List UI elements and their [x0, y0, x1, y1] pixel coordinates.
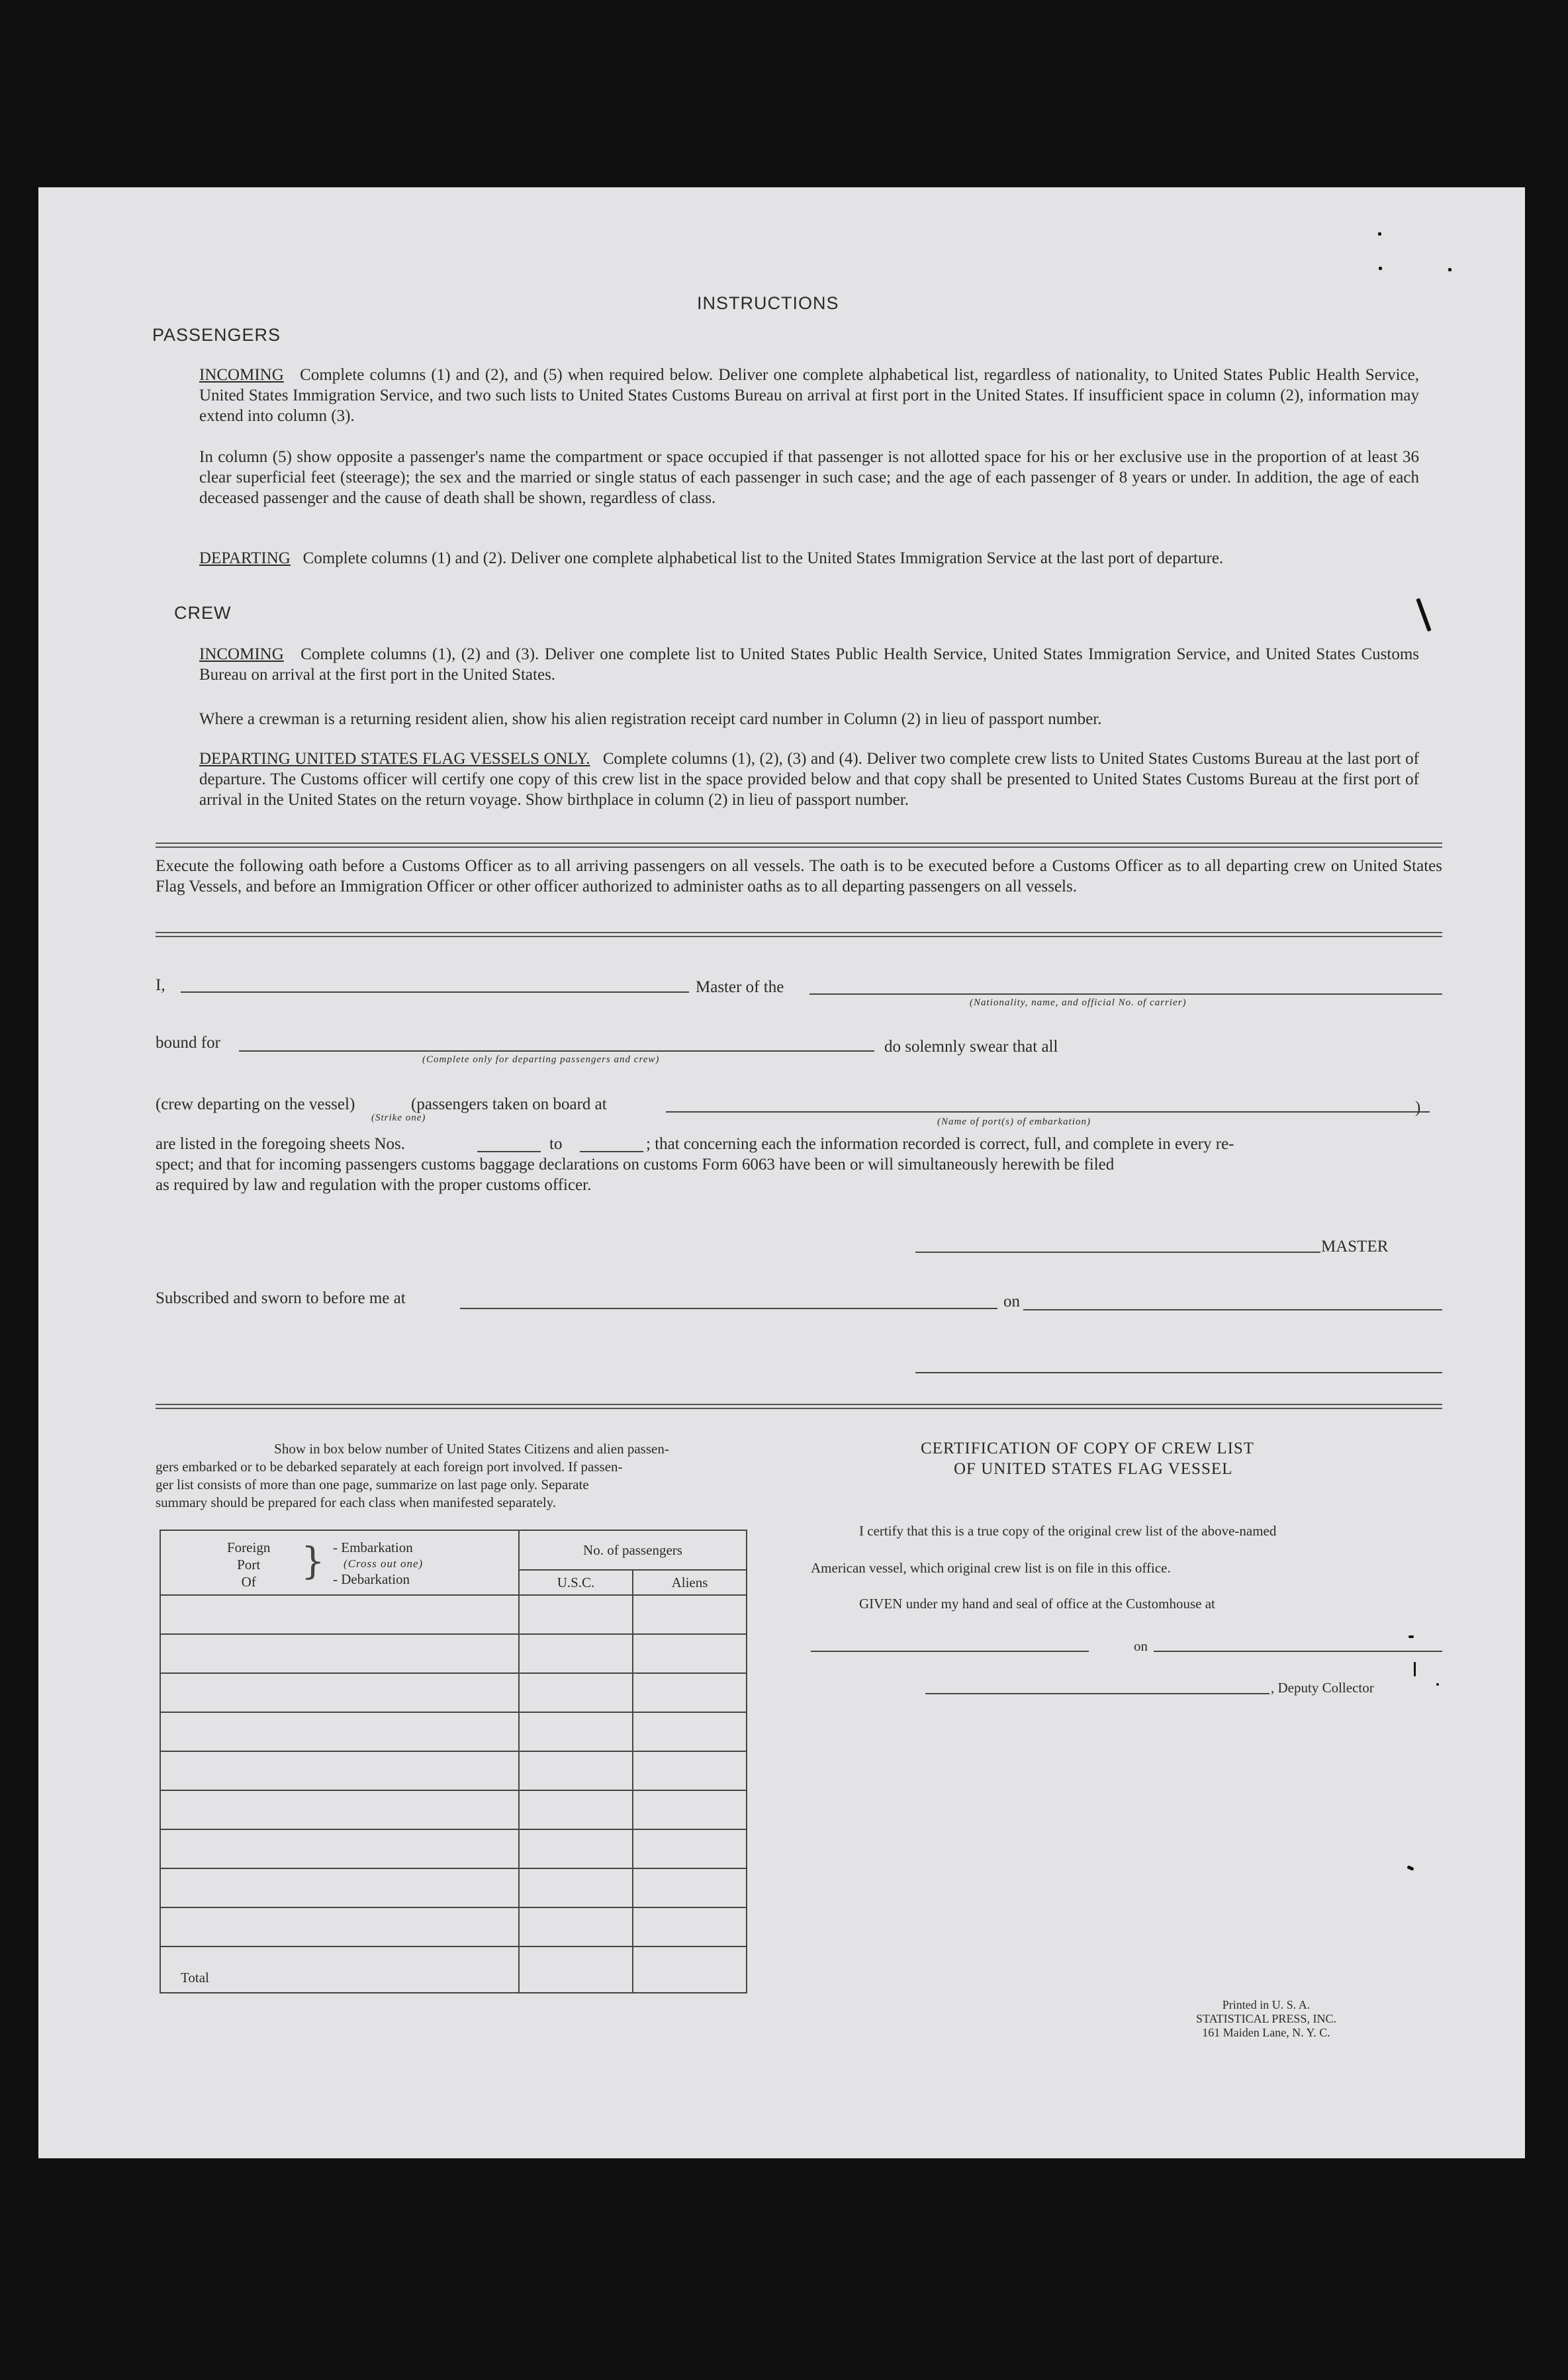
port-cell[interactable]	[160, 1829, 519, 1868]
scan-speck	[1448, 268, 1452, 271]
divider-3	[156, 1404, 1442, 1409]
usc-label: U.S.C.	[557, 1574, 595, 1590]
scan-speck	[1379, 267, 1382, 270]
total-label-cell	[160, 1946, 519, 1993]
summary-intro	[156, 1440, 788, 1512]
table-row	[160, 1673, 747, 1712]
summary-intro-line: ger list consists of more than one page, summarize on last page only. Separate	[156, 1477, 589, 1492]
form-sheet	[38, 187, 1525, 2158]
port-cell[interactable]	[160, 1673, 519, 1712]
sheet-to-field[interactable]	[580, 1151, 643, 1152]
no-of-passengers-label: No. of passengers	[583, 1541, 682, 1558]
printer-imprint	[1193, 1998, 1339, 2040]
passengers-incoming-2: In column (5) show opposite a passenger's name the compartment or space occupied if that passenger is not allotted space for his or her exclusive use in the proportion of at least 36 clear superficial feet (steerage); the sex and the married or single status of each passenger in such case; and the age of each passenger of 8 years or under. In addition, the age of each deceased passenger and the cause of death shall be shown, regardless of class.	[199, 448, 1419, 507]
aliens-cell[interactable]	[633, 1634, 747, 1673]
summary-intro-line: Show in box below number of United States Citizens and alien passen-	[274, 1441, 669, 1457]
table-row	[160, 1595, 747, 1634]
total-label: Total	[181, 1970, 209, 1986]
scan-speck	[1378, 232, 1381, 236]
nationality-caption: (Nationality, name, and official No. of carrier)	[970, 997, 1187, 1008]
debarkation-label: - Debarkation	[333, 1571, 410, 1587]
sheets-suffix: ; that concerning each the information recorded is correct, full, and complete in every re-	[646, 1135, 1234, 1153]
master-label: MASTER	[1321, 1238, 1389, 1256]
crew-incoming-label: INCOMING	[199, 645, 284, 663]
cert-date-field[interactable]	[1154, 1651, 1442, 1652]
usc-cell[interactable]	[519, 1595, 633, 1634]
total-aliens-cell[interactable]	[633, 1946, 747, 1993]
aliens-cell[interactable]	[633, 1595, 747, 1634]
officer-signature-field[interactable]	[915, 1372, 1442, 1373]
foreign-word: Foreign	[227, 1539, 271, 1555]
usc-cell[interactable]	[519, 1634, 633, 1673]
cross-out-caption: (Cross out one)	[344, 1557, 424, 1570]
table-row	[160, 1751, 747, 1790]
crew-departing-text: Complete columns (1), (2), (3) and (4). Deliver two complete crew lists to United States Customs Bureau at the last port of departure. The Customs officer will certify one copy of this crew list in the space provided below and that copy shall be presented to United States Customs Bureau at the first port of arrival in the United States on the return voyage. Show birthplace in column (2) in lieu of passport number.	[199, 750, 1419, 809]
i-label: I,	[156, 976, 165, 994]
passengers-departing	[199, 548, 1419, 569]
no-of-passengers-header	[519, 1530, 747, 1570]
summary-intro-line: summary should be prepared for each class when manifested separately.	[156, 1494, 557, 1510]
certification-title-1: CERTIFICATION OF COPY OF CREW LIST	[921, 1440, 1255, 1457]
crew-alien-text: Where a crewman is a returning resident alien, show his alien registration receipt card number in Column (2) in lieu of passport number.	[199, 710, 1102, 728]
usc-cell[interactable]	[519, 1907, 633, 1946]
strike-caption: (Strike one)	[371, 1113, 426, 1123]
deputy-collector-label: , Deputy Collector	[1271, 1680, 1374, 1696]
scan-speck	[1436, 1683, 1439, 1686]
aliens-header	[633, 1570, 747, 1595]
aliens-label: Aliens	[671, 1574, 708, 1590]
port-cell[interactable]	[160, 1634, 519, 1673]
usc-cell[interactable]	[519, 1673, 633, 1712]
port-cell[interactable]	[160, 1595, 519, 1634]
port-cell[interactable]	[160, 1751, 519, 1790]
close-paren: )	[1415, 1099, 1421, 1117]
passengers-incoming	[199, 365, 1419, 426]
departing-label: DEPARTING	[199, 549, 291, 567]
sworn-date-field[interactable]	[1023, 1309, 1442, 1310]
table-row	[160, 1868, 747, 1907]
aliens-cell[interactable]	[633, 1712, 747, 1751]
port-caption: (Name of port(s) of embarkation)	[937, 1117, 1091, 1127]
certify-line-2: American vessel, which original crew list is on file in this office.	[811, 1560, 1171, 1576]
instructions-title: INSTRUCTIONS	[697, 293, 839, 313]
brace-icon: }	[301, 1540, 325, 1583]
port-cell[interactable]	[160, 1712, 519, 1751]
passenger-summary-table	[160, 1530, 747, 1993]
certify-line-1: I certify that this is a true copy of the original crew list of the above-named	[859, 1523, 1277, 1539]
passengers-option: (passengers taken on board at	[411, 1095, 607, 1113]
table-row	[160, 1829, 747, 1868]
scan-speck	[1414, 1662, 1416, 1676]
foreign-port-of	[227, 1539, 270, 1590]
summary-intro-line: gers embarked or to be debarked separately at each foreign port involved. If passen-	[156, 1459, 623, 1475]
deputy-signature-field[interactable]	[925, 1693, 1269, 1694]
usc-cell[interactable]	[519, 1868, 633, 1907]
printer-line: Printed in U. S. A.	[1222, 1998, 1311, 2011]
crew-heading: CREW	[174, 603, 232, 623]
scan-speck	[1416, 598, 1431, 632]
usc-header	[519, 1570, 633, 1595]
sheets-line2: spect; and that for incoming passengers customs baggage declarations on customs Form 6063 have been or will simultaneously herewith be filed	[156, 1156, 1115, 1173]
port-cell[interactable]	[160, 1868, 519, 1907]
bound-for-caption: (Complete only for departing passengers and crew)	[422, 1054, 660, 1065]
port-cell[interactable]	[160, 1907, 519, 1946]
aliens-cell[interactable]	[633, 1790, 747, 1829]
scan-speck	[1408, 1635, 1414, 1638]
sheet-from-field[interactable]	[477, 1151, 541, 1152]
oath-intro: Execute the following oath before a Customs Officer as to all arriving passengers on all vessels. The oath is to be executed before a Customs Officer as to all departing crew on United States Flag Vessels, and before an Immigration Officer or other officer authorized to administer oaths as to all departing passengers on all vessels.	[156, 857, 1442, 895]
printer-line: STATISTICAL PRESS, INC.	[1196, 2012, 1336, 2025]
on-label: on	[1003, 1293, 1020, 1310]
aliens-cell[interactable]	[633, 1673, 747, 1712]
port-word: Port	[237, 1557, 261, 1573]
cert-on-label: on	[1134, 1638, 1148, 1654]
embarkation-port-field[interactable]	[666, 1111, 1430, 1113]
aliens-cell[interactable]	[633, 1868, 747, 1907]
divider-1	[156, 843, 1442, 848]
bound-for-field[interactable]	[239, 1050, 874, 1052]
crew-incoming-text: Complete columns (1), (2) and (3). Deliver one complete list to United States Public Health Service, United States Immigration Service, and United States Customs Bureau on arrival at the first port in the United States.	[199, 645, 1420, 684]
crew-incoming	[199, 644, 1419, 685]
table-row	[160, 1634, 747, 1673]
aliens-cell[interactable]	[633, 1907, 747, 1946]
departing-text: Complete columns (1) and (2). Deliver one complete alphabetical list to the United States Immigration Service at the last port of departure.	[302, 549, 1224, 567]
master-of-label: Master of the	[696, 978, 784, 996]
master-signature-field[interactable]	[915, 1252, 1320, 1253]
total-row	[160, 1946, 747, 1993]
printer-line: 161 Maiden Lane, N. Y. C.	[1202, 2026, 1330, 2039]
usc-cell[interactable]	[519, 1751, 633, 1790]
table-row	[160, 1712, 747, 1751]
bound-for-label: bound for	[156, 1034, 220, 1052]
of-word: Of	[241, 1574, 256, 1590]
crew-departing	[199, 749, 1419, 810]
embarkation-label: - Embarkation	[333, 1539, 413, 1555]
sheets-prefix: are listed in the foregoing sheets Nos.	[156, 1135, 405, 1153]
aliens-cell[interactable]	[633, 1829, 747, 1868]
sworn-place-field[interactable]	[460, 1308, 997, 1309]
certification-title-2: OF UNITED STATES FLAG VESSEL	[954, 1460, 1233, 1478]
incoming-text-1: Complete columns (1) and (2), and (5) when required below. Deliver one complete alphabetical list, regardless of nationality, to United States Public Health Service, United States Immigration Service, and two such lists to United States Customs Bureau on arrival at first port in the United States. If insufficient space in column (2), information may extend into column (3).	[199, 366, 1420, 425]
sheets-line3: as required by law and regulation with the proper customs officer.	[156, 1176, 592, 1194]
carrier-field[interactable]	[809, 993, 1442, 995]
to-label: to	[549, 1135, 563, 1153]
crew-departing-label: DEPARTING UNITED STATES FLAG VESSELS ONLY.	[199, 750, 590, 768]
total-usc-cell[interactable]	[519, 1946, 633, 1993]
given-line: GIVEN under my hand and seal of office at the Customhouse at	[859, 1596, 1215, 1612]
crew-departing-option: (crew departing on the vessel)	[156, 1095, 355, 1113]
divider-2	[156, 932, 1442, 937]
table-row	[160, 1907, 747, 1946]
port-cell[interactable]	[160, 1790, 519, 1829]
swear-label: do solemnly swear that all	[884, 1038, 1058, 1056]
master-name-field[interactable]	[181, 991, 689, 993]
table-row	[160, 1790, 747, 1829]
subscribed-label: Subscribed and sworn to before me at	[156, 1289, 406, 1307]
passengers-heading: PASSENGERS	[152, 325, 281, 345]
scan-speck	[1407, 1865, 1414, 1871]
usc-cell[interactable]	[519, 1712, 633, 1751]
incoming-label: INCOMING	[199, 366, 284, 384]
aliens-cell[interactable]	[633, 1751, 747, 1790]
foreign-port-header	[160, 1530, 519, 1595]
customhouse-field[interactable]	[811, 1651, 1089, 1652]
usc-cell[interactable]	[519, 1829, 633, 1868]
usc-cell[interactable]	[519, 1790, 633, 1829]
